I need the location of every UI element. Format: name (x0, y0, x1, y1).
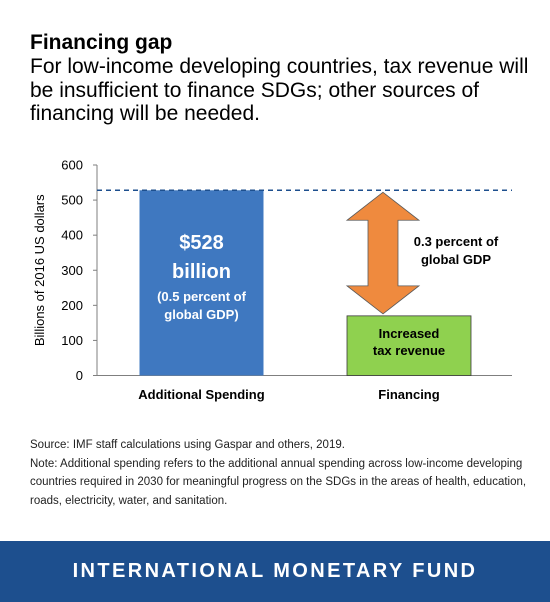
y-tick-label: 500 (61, 192, 83, 208)
bar-value-note: global GDP) (164, 307, 239, 322)
y-tick-label: 0 (75, 368, 83, 383)
gap-label: global GDP (420, 252, 492, 267)
bar-value-note: (0.5 percent of (157, 289, 246, 304)
y-tick-label: 300 (61, 262, 83, 278)
y-axis-label: Billions of 2016 US dollars (32, 194, 47, 347)
bar-financing-label: Increased (378, 326, 440, 341)
y-tick-label: 400 (61, 227, 83, 243)
y-tick-label: 600 (61, 157, 83, 173)
chart-title: Financing gap (30, 31, 173, 54)
bar-value-label: $528 (179, 232, 224, 254)
explanatory-note: Note: Additional spending refers to the additional annual spending across low-income developing countries required in 2030 for meaningful progress on the SDGs in the areas of health, education, roads, electricity, water, and sanitation. (30, 457, 527, 507)
organization-name: INTERNATIONAL MONETARY FUND (72, 560, 478, 582)
gap-label: 0.3 percent of (413, 234, 499, 249)
source-note: Source: IMF staff calculations using Gaspar and others, 2019. (30, 439, 345, 451)
chart-subtitle: For low-income developing countries, tax revenue will be insufficient to finance SDGs; other sources of financing will be needed. (30, 55, 529, 125)
bar-financing-label: tax revenue (372, 343, 446, 358)
footer-banner (0, 541, 550, 602)
bar-chart (0, 150, 550, 420)
y-tick-label: 100 (61, 332, 83, 348)
bar-value-label: billion (172, 261, 231, 283)
y-tick-label: 200 (61, 297, 83, 313)
x-tick-label: Financing (378, 387, 440, 402)
gap-arrow (347, 192, 419, 314)
x-tick-label: Additional Spending (138, 387, 265, 402)
chart-notes (30, 436, 530, 510)
